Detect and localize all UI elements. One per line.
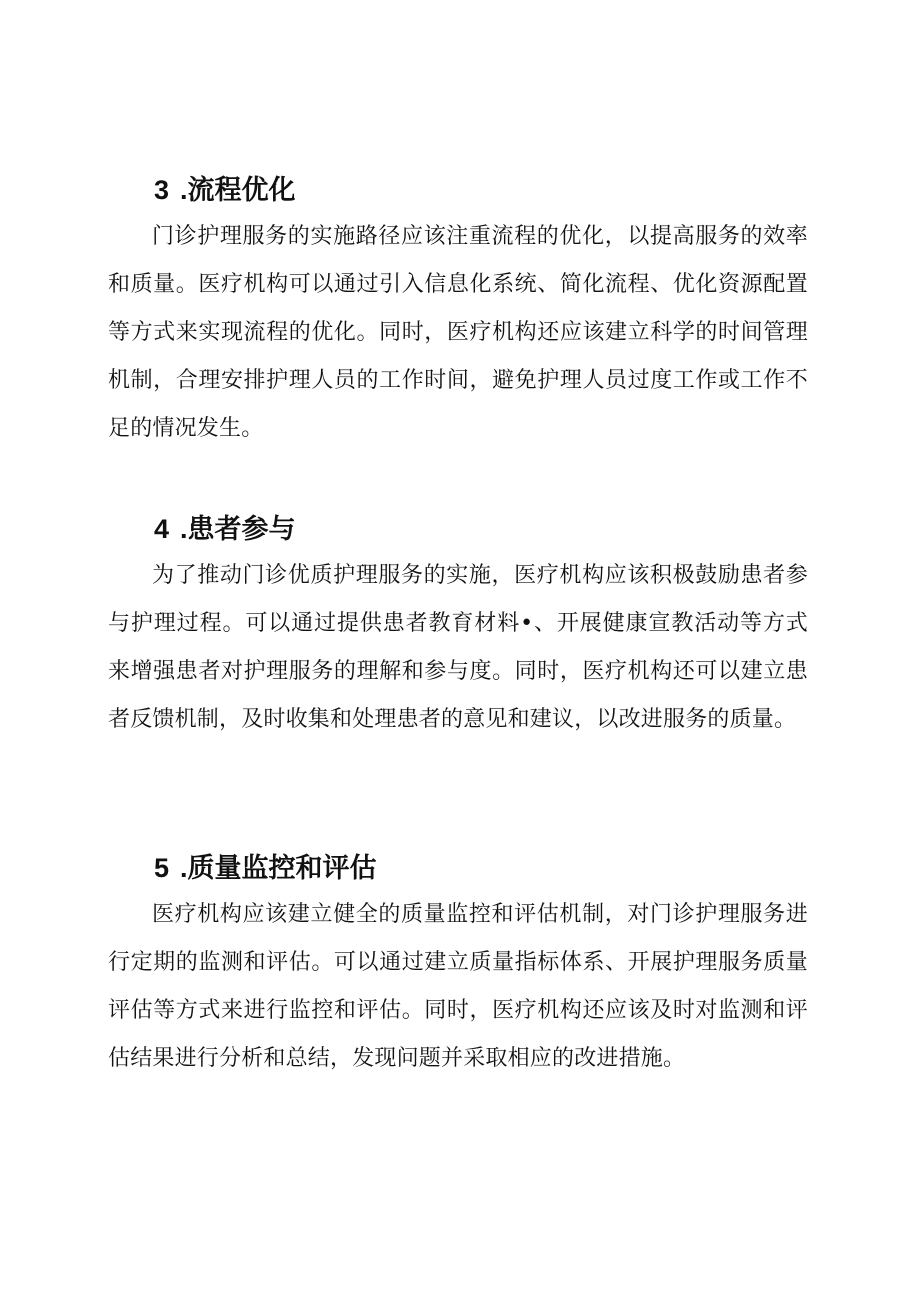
section-heading: [108, 850, 808, 886]
section-paragraph: 门诊护理服务的实施路径应该注重流程的优化，以提高服务的效率和质量。医疗机构可以通过引入信息化系统、简化流程、优化资源配置等方式来实现流程的优化。同时，医疗机构还应该建立科学的时间管理机制，合理安排护理人员的工作时间，避免护理人员过度工作或工作不足的情况发生。: [108, 224, 808, 441]
section-quality-monitoring: [108, 850, 808, 1083]
section-paragraph: 医疗机构应该建立健全的质量监控和评估机制，对门诊护理服务进行定期的监测和评估。可以通过建立质量指标体系、开展护理服务质量评估等方式来进行监控和评估。同时，医疗机构还应该及时对监测和评估结果进行分析和总结，发现问题并采取相应的改进措施。: [108, 902, 808, 1071]
section-number: 5: [154, 853, 170, 883]
section-heading: [108, 511, 808, 547]
section-number: 3: [154, 175, 170, 205]
section-paragraph: 为了推动门诊优质护理服务的实施，医疗机构应该积极鼓励患者参与护理过程。可以通过提供患者教育材料•、开展健康宣教活动等方式来增强患者对护理服务的理解和参与度。同时，医疗机构还可以建立患者反馈机制，及时收集和处理患者的意见和建议，以改进服务的质量。: [108, 563, 808, 732]
section-heading: [108, 172, 808, 208]
section-title: .患者参与: [180, 514, 296, 544]
section-title: .质量监控和评估: [180, 853, 377, 883]
section-process-optimization: [108, 172, 808, 453]
section-number: 4: [154, 514, 170, 544]
section-title: .流程优化: [180, 175, 296, 205]
section-patient-participation: [108, 511, 808, 744]
